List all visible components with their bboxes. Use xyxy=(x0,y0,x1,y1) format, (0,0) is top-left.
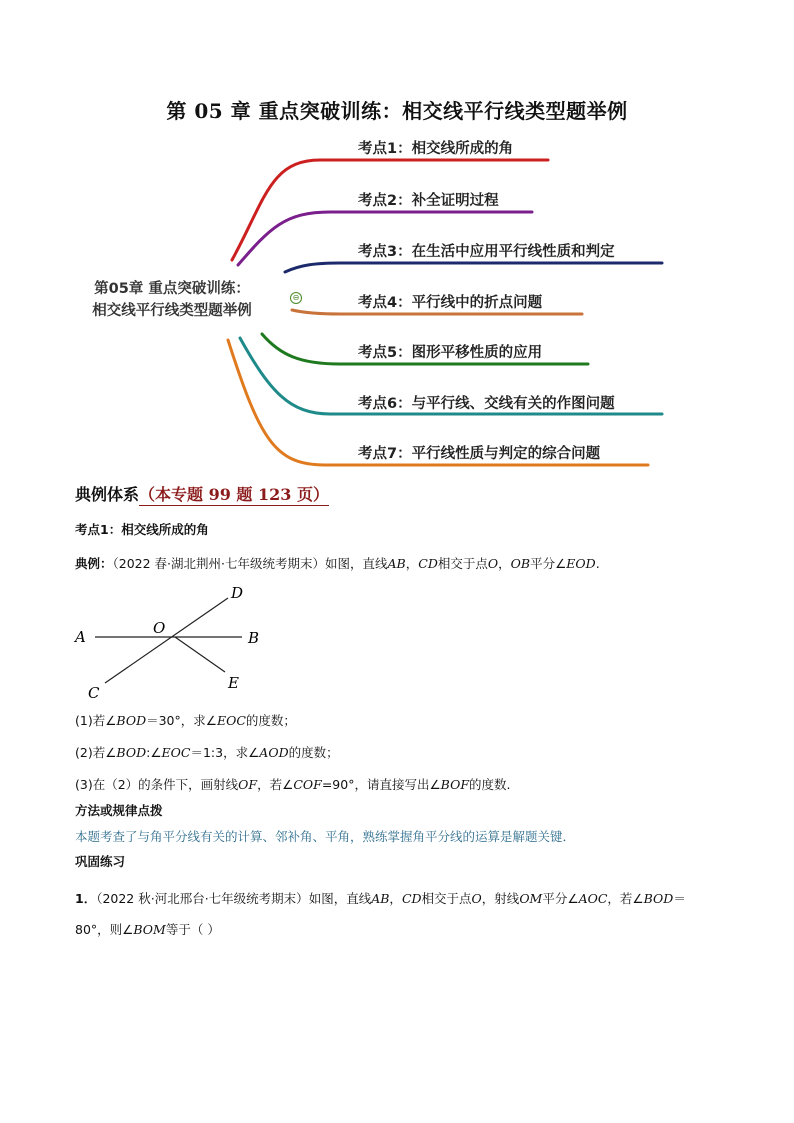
practice-source: （2022 秋·河北邢台·七年级统考期末） xyxy=(96,891,309,906)
practice-text-a: 如图，直线 xyxy=(308,891,372,906)
var-ab: AB xyxy=(387,556,406,571)
q3-suffix: 的度数. xyxy=(469,777,511,792)
practice-text-g: 80°，则∠ xyxy=(75,922,134,937)
example-text xyxy=(75,554,600,572)
practice-text-e: ，若∠ xyxy=(607,891,644,906)
practice-var-o: O xyxy=(471,891,482,906)
practice-text-b: 相交于点 xyxy=(421,891,472,906)
q2-var3: AOD xyxy=(259,745,289,760)
label-d: D xyxy=(231,584,244,602)
var-o: O xyxy=(487,556,499,571)
practice-text-f: ＝ xyxy=(673,891,686,906)
q2-var2: EOC xyxy=(161,745,191,760)
practice-var-ab: AB xyxy=(371,891,390,906)
q1-prefix: (1)若∠ xyxy=(75,713,117,728)
ray-oe xyxy=(175,637,225,672)
q2-mid: :∠ xyxy=(146,745,162,760)
practice-text-h: 等于（ ） xyxy=(165,922,220,937)
method-text: 本题考查了与角平分线有关的计算、邻补角、平角，熟练掌握角平分线的运算是解题关键． xyxy=(75,829,576,844)
q2-var1: BOD xyxy=(116,745,147,760)
q2-suffix: 的度数； xyxy=(288,745,339,760)
center-label-line1: 第05章 重点突破训练： xyxy=(94,281,250,297)
example-period: . xyxy=(595,556,600,571)
example-text-b: 相交于点 xyxy=(437,556,488,571)
section-title: 典例体系 xyxy=(75,485,140,504)
var-cd: CD xyxy=(418,556,438,571)
branch-label-3: 考点3：在生活中应用平行线性质和判定 xyxy=(358,244,615,260)
example-label: 典例： xyxy=(75,556,113,571)
practice-text-c: ，射线 xyxy=(481,891,520,906)
practice-var-om: OM xyxy=(519,891,543,906)
q1-mid: ＝30°，求∠ xyxy=(146,713,217,728)
example-text-c: 平分∠ xyxy=(530,556,567,571)
label-b: B xyxy=(248,629,260,647)
branch-label-1: 考点1：相交线所成的角 xyxy=(358,141,514,157)
q2-prefix: (2)若∠ xyxy=(75,745,117,760)
mindmap-center-label xyxy=(72,278,272,322)
example-comma2: ， xyxy=(498,556,511,571)
q3-var2: COF xyxy=(293,777,322,792)
var-eod: EOD xyxy=(566,556,596,571)
section-note: （本专题 99 题 123 页） xyxy=(139,485,329,504)
q3-mid: ，若∠ xyxy=(257,777,294,792)
label-e: E xyxy=(228,674,239,692)
question-3 xyxy=(75,775,510,793)
question-1 xyxy=(75,711,296,729)
method-heading: 方法或规律点拨 xyxy=(75,803,163,818)
topic1-heading: 考点1：相交线所成的角 xyxy=(75,522,209,537)
practice-var-aoc: AOC xyxy=(578,891,608,906)
example-text-a: 如图，直线 xyxy=(325,556,388,571)
q3-var3: BOF xyxy=(440,777,469,792)
branch-label-5: 考点5：图形平移性质的应用 xyxy=(358,345,543,361)
practice-var-bom: BOM xyxy=(133,922,166,937)
example-comma1: ， xyxy=(405,556,419,571)
branch-label-6: 考点6：与平行线、交线有关的作图问题 xyxy=(358,396,615,412)
example-source: （2022 春·湖北荆州·七年级统考期末） xyxy=(112,556,325,571)
line-cd xyxy=(105,598,228,683)
q3-mid2: =90°，请直接写出∠ xyxy=(321,777,441,792)
label-o: O xyxy=(153,619,166,637)
page-title: 第 05 章 重点突破训练：相交线平行线类型题举例 xyxy=(166,99,628,123)
center-label-line2: 相交线平行线类型题举例 xyxy=(92,303,252,319)
practice-text-d: 平分∠ xyxy=(542,891,579,906)
practice-line-1 xyxy=(75,889,686,907)
q3-var1: OF xyxy=(238,777,258,792)
practice-var-bod: BOD xyxy=(643,891,674,906)
question-2 xyxy=(75,743,339,761)
practice-var-cd: CD xyxy=(401,891,422,906)
label-a: A xyxy=(75,628,86,646)
practice-heading: 巩固练习 xyxy=(75,854,126,869)
q2-mid2: ＝1:3，求∠ xyxy=(190,745,260,760)
branch-label-7: 考点7：平行线性质与判定的综合问题 xyxy=(358,446,601,462)
collapse-icon[interactable]: ⊖ xyxy=(290,292,302,304)
branch-label-4: 考点4：平行线中的折点问题 xyxy=(358,295,543,311)
practice-line-2 xyxy=(75,920,220,938)
practice-number: 1． xyxy=(75,891,97,906)
branch-label-2: 考点2：补全证明过程 xyxy=(358,193,499,209)
geometry-figure xyxy=(60,580,300,705)
q3-prefix: (3)在（2）的条件下，画射线 xyxy=(75,777,239,792)
q1-suffix: 的度数； xyxy=(245,713,296,728)
q1-var1: BOD xyxy=(116,713,147,728)
section-heading xyxy=(75,482,329,505)
label-c: C xyxy=(88,684,100,702)
q1-var2: EOC xyxy=(216,713,246,728)
practice-sep: ， xyxy=(389,891,402,906)
var-ob: OB xyxy=(510,556,531,571)
branch-3-curve xyxy=(285,263,662,272)
